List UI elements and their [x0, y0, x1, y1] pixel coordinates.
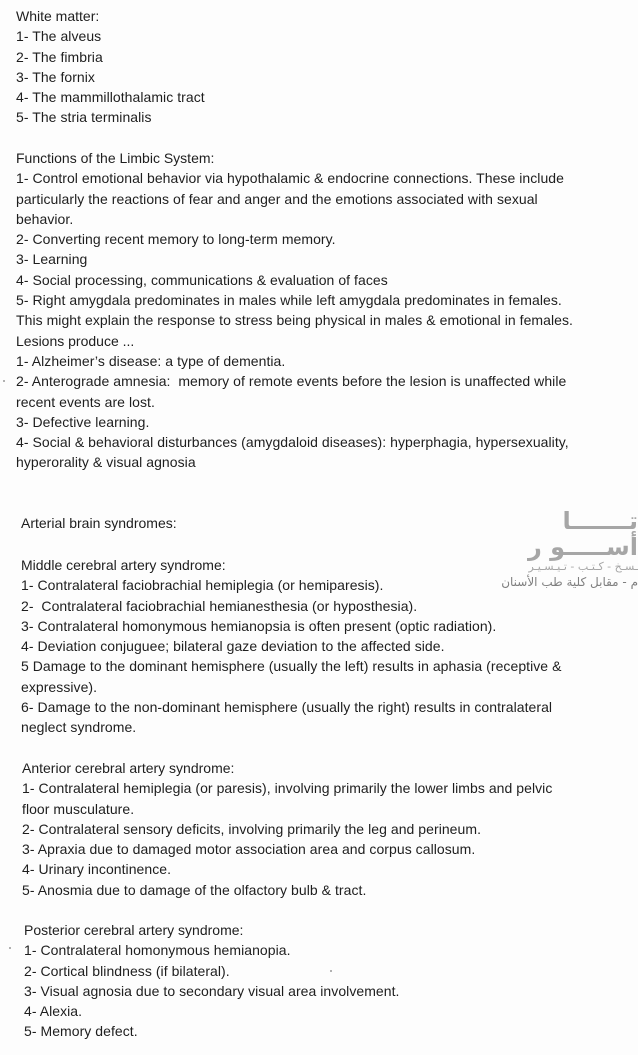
- text-line: 1- Contralateral faciobrachial hemiplegia (or hemiparesis).: [21, 577, 384, 594]
- text-line: 5- Right amygdala predominates in males while left amygdala predominates in females.: [16, 292, 562, 309]
- text-line: expressive).: [21, 678, 98, 695]
- list-item: 3- The fornix: [16, 68, 95, 85]
- posterior-title: Posterior cerebral artery syndrome:: [24, 922, 244, 938]
- middle-cerebral-section: [21, 555, 633, 738]
- text-line: 2- Contralateral faciobrachial hemianesthesia (or hyposthesia).: [21, 597, 418, 614]
- text-line: 3- Learning: [16, 251, 88, 268]
- scan-speck: [330, 970, 332, 972]
- list-item: 2- The fimbria: [16, 48, 103, 65]
- anterior-cerebral-section: [22, 758, 634, 900]
- text-line: 4- Social processing, communications & evaluation of faces: [16, 271, 388, 288]
- limbic-functions-section: [16, 148, 628, 473]
- text-line: 1- Alzheimer’s disease: a type of dementia.: [16, 352, 286, 369]
- white-matter-title: White matter:: [16, 8, 100, 24]
- text-line: floor musculature.: [22, 800, 135, 817]
- watermark-line: م - مقابل كلية طب الأسنان: [501, 575, 638, 589]
- text-line: 4- Deviation conjuguee; bilateral gaze deviation to the affected side.: [21, 638, 445, 655]
- text-line: hyperorality & visual agnosia: [16, 454, 196, 471]
- lesions-title: Lesions produce ...: [16, 332, 135, 349]
- text-line: 4- Alexia.: [24, 1003, 83, 1020]
- text-line: 2- Anterograde amnesia: memory of remote events before the lesion is unaffected while: [16, 373, 567, 390]
- text-line: 3- Visual agnosia due to secondary visual area involvement.: [24, 982, 400, 999]
- text-line: 3- Contralateral homonymous hemianopsia is often present (optic radiation).: [21, 617, 497, 634]
- anterior-title: Anterior cerebral artery syndrome:: [22, 760, 235, 776]
- text-line: 3- Apraxia due to damaged motor association area and corpus callosum.: [22, 841, 476, 858]
- functions-title: Functions of the Limbic System:: [16, 150, 215, 166]
- text-line: 5- Anosmia due to damage of the olfactory bulb & tract.: [22, 881, 367, 898]
- text-line: 4- Urinary incontinence.: [22, 861, 172, 878]
- text-line: 4- Social & behavioral disturbances (amygdaloid diseases): hyperphagia, hypersexuality,: [16, 434, 569, 451]
- text-line: 2- Contralateral sensory deficits, involving primarily the leg and perineum.: [22, 820, 482, 837]
- text-line: 3- Defective learning.: [16, 413, 150, 430]
- text-line: 2- Converting recent memory to long-term memory.: [16, 231, 336, 248]
- list-item: 4- The mammillothalamic tract: [16, 89, 205, 106]
- text-line: 2- Cortical blindness (if bilateral).: [24, 962, 230, 979]
- text-line: recent events are lost.: [16, 393, 155, 410]
- text-line: neglect syndrome.: [21, 719, 137, 736]
- text-line: 1- Contralateral homonymous hemianopia.: [24, 942, 291, 959]
- posterior-cerebral-section: [24, 920, 636, 1042]
- list-item: 5- The stria terminalis: [16, 109, 152, 126]
- text-line: 1- Contralateral hemiplegia (or paresis), involving primarily the lower limbs and pelvic: [22, 780, 553, 797]
- scan-speck: [3, 380, 5, 382]
- watermark-line: ـسـخ - كـتـب - تـيـسـيـر: [528, 560, 638, 573]
- text-line: 5 Damage to the dominant hemisphere (usually the left) results in aphasia (receptive &: [21, 658, 562, 675]
- text-line: behavior.: [16, 210, 74, 227]
- text-line: This might explain the response to stress being physical in males & emotional in females.: [16, 312, 573, 329]
- text-line: 5- Memory defect.: [24, 1023, 138, 1040]
- white-matter-section: [16, 6, 628, 128]
- scan-speck: [9, 947, 11, 949]
- text-line: 6- Damage to the non-dominant hemisphere (usually the right) results in contralateral: [21, 699, 553, 716]
- list-item: 1- The alveus: [16, 28, 102, 45]
- text-line: particularly the reactions of fear and anger and the emotions associated with sexual: [16, 190, 538, 207]
- arterial-title: Arterial brain syndromes:: [21, 515, 177, 531]
- middle-title: Middle cerebral artery syndrome:: [21, 557, 226, 573]
- text-line: 1- Control emotional behavior via hypothalamic & endocrine connections. These include: [16, 170, 564, 187]
- watermark-line: تـــــــا أســـــو ر: [527, 507, 638, 561]
